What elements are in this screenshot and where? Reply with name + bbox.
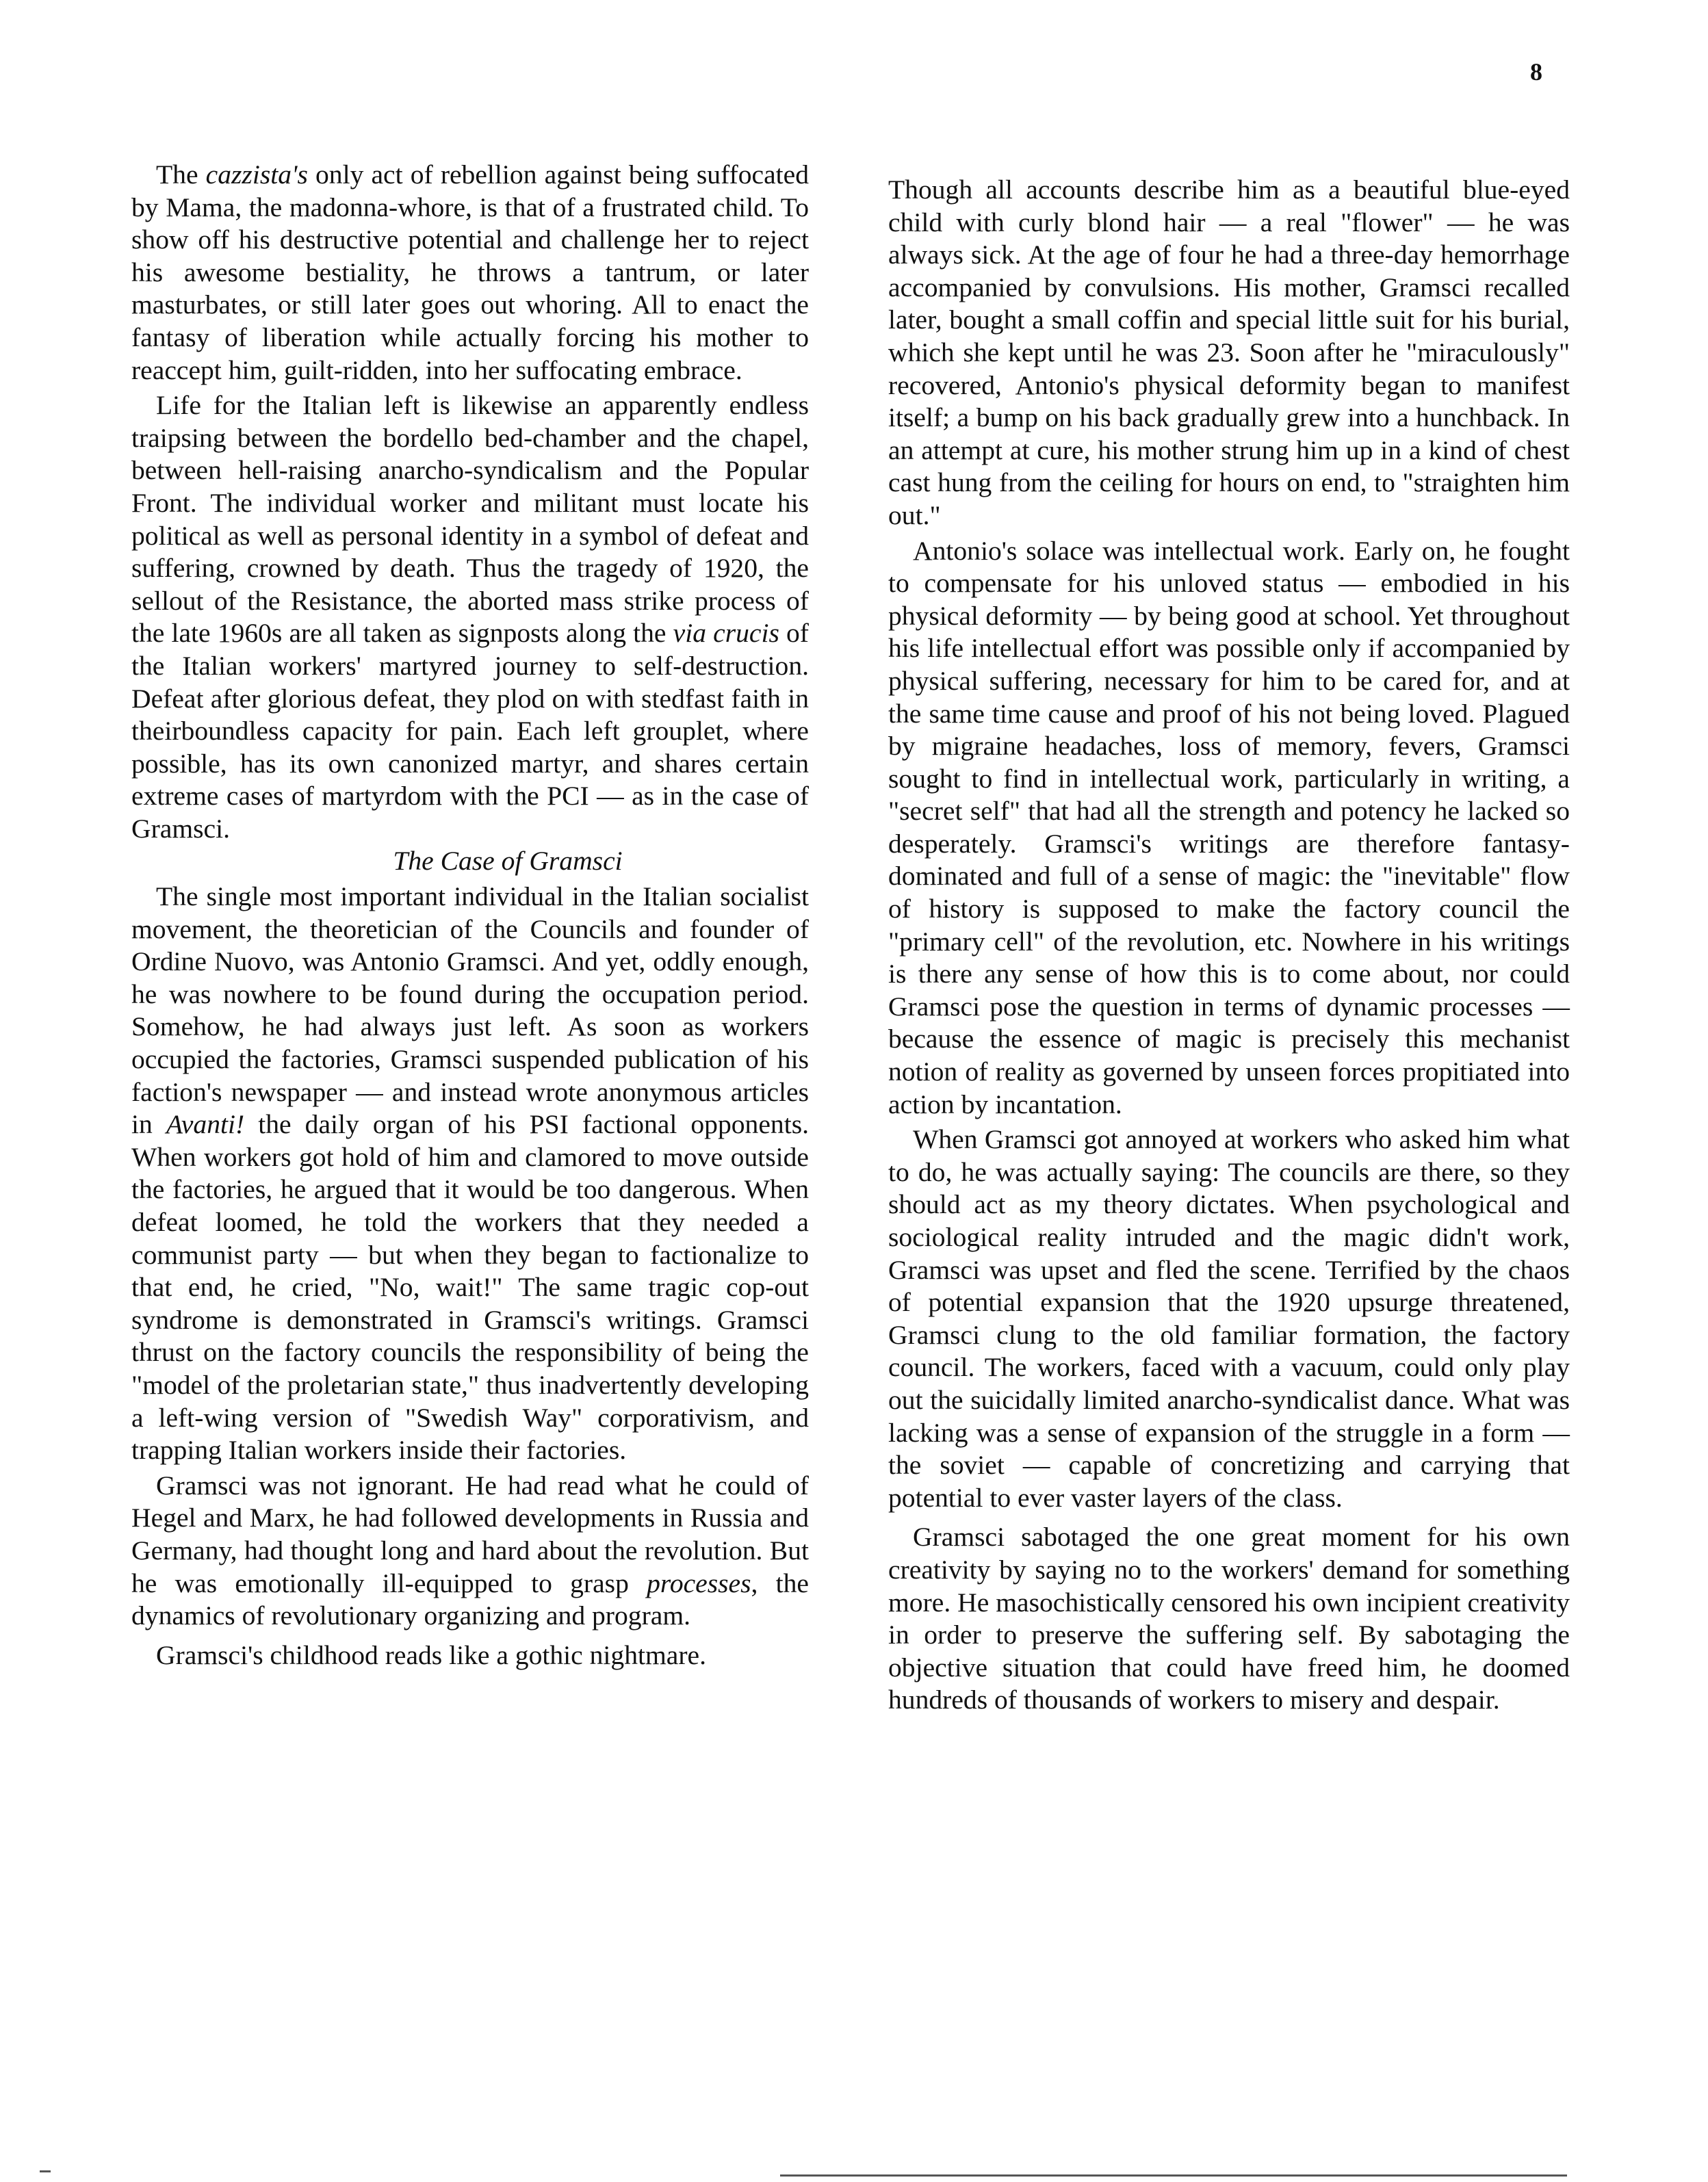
paragraph-annoyed: When Gramsci got annoyed at workers who asked him what to do, he was actually saying: The councils are there, so they should act as my theory dictates. When psychological and sociological reality intruded and the magic didn't work, Gramsci was upset and fled the scene. Terrified by the chaos of potential expansion that the 1920 upsurge threatened, Gramsci clung to the old familiar formation, the factory council. The workers, faced with a vacuum, could only play out the suicidally limited anarcho-syndicalist dance. What was lacking was a sense of expansion of the struggle in a form — the soviet — capable of concretizing and carrying that potential to ever vaster layers of the class. xyxy=(888,1124,1570,1513)
italic-term: Avanti! xyxy=(166,1109,245,1140)
text-run: Life for the Italian left is likewise an apparently endless traipsing between the bordello bed-chamber and the chapel, between hell-raising anarcho-syndicalism and the Popular Front. The individual worker and militant must locate his political as well as personal identity in a symbol of defeat and suffering, crowned by death. Thus the tragedy of 1920, the sellout of the Resistance, the aborted mass strike process of the late 1960s are all taken as signposts along the xyxy=(131,390,809,649)
text-run: Gramsci was not ignorant. He had read what he could of Hegel and Marx, he had followed developments in Russia and Germany, had thought long and hard about the revolution. But he was emotionally ill-equipped to grasp xyxy=(131,1470,809,1598)
text-run: The single most important individual in the Italian socialist movement, the theoretician of the Councils and founder of Ordine Nuovo, was Antonio Gramsci. And yet, oddly enough, he was nowhere to be found during the occupation period. Somehow, he had always just left. As soon as workers occupied the factories, Gramsci suspended publication of his faction's newspaper — and instead wrote anonymous articles in xyxy=(131,881,809,1140)
text-run: of the Italian workers' martyred journey to self-destruction. Defeat after glorious defeat, they plod on with stedfast faith in theirboundless capacity for pain. Each left grouplet, where possible, has its own canonized martyr, and shares certain extreme cases of martyrdom with the PCI — as in the case of Gramsci. xyxy=(131,618,809,844)
paragraph-gramsci-intro xyxy=(131,881,809,1467)
left-column xyxy=(131,159,809,1674)
right-column xyxy=(888,174,1570,1719)
page-number: 8 xyxy=(1530,58,1542,86)
text-run: , the dynamics of revolutionary organizing and program. xyxy=(131,1568,809,1631)
text-run: the daily organ of his PSI factional opponents. When workers got hold of him and clamored to move outside the factories, he argued that it would be too dangerous. When defeat loomed, he told the workers that they needed a communist party — but when they began to factionalize to that end, he cried, "No, wait!" The same tragic cop-out syndrome is demonstrated in Gramsci's writings. Gramsci thrust on the factory councils the responsibility of being the "model of the proletarian state," thus inadvertently developing a left-wing version of "Swedish Way" corporativism, and trapping Italian workers inside their factories. xyxy=(131,1109,809,1466)
paragraph-italian-left xyxy=(131,389,809,845)
paragraph-childhood: Gramsci's childhood reads like a gothic nightmare. xyxy=(156,1639,706,1670)
section-heading: The Case of Gramsci xyxy=(393,846,623,876)
paragraph-not-ignorant xyxy=(131,1470,809,1633)
italic-term: cazzista's xyxy=(205,159,308,190)
bottom-rule xyxy=(780,2174,1567,2177)
paragraph-sabotaged: Gramsci sabotaged the one great moment for his own creativity by saying no to the workers' demand for something more. He masochistically censored his own incipient creativity in order to preserve the suffering self. By sabotaging the objective situation that could have freed him, he doomed hundreds of thousands of workers to misery and despair. xyxy=(888,1522,1570,1715)
paragraph-cazzista xyxy=(131,159,809,387)
text-run: The xyxy=(156,159,206,190)
italic-term: processes xyxy=(647,1568,751,1598)
paragraph-solace: Antonio's solace was intellectual work. Early on, he fought to compensate for his unloved status — embodied in his physical deformity — by being good at school. Yet throughout his life intellectual effort was possible only if accompanied by physical suffering, necessary for him to be cared for, and at the same time cause and proof of his not being loved. Plagued by migraine headaches, loss of memory, fevers, Gramsci sought to find in intellectual work, particularly in writing, a "secret self" that had all the strength and potency he lacked so desperately. Gramsci's writings are therefore fantasy-dominated and full of a sense of magic: the "inevitable" flow of history is supposed to make the factory council the "primary cell" of the revolution, etc. Nowhere in his writings is there any sense of how this is to come about, nor could Gramsci pose the question in terms of dynamic processes — because the essence of magic is precisely this mechanist notion of reality as governed by unseen forces propitiated into action by incantation. xyxy=(888,535,1570,1119)
paragraph-blue-eyed-child: Though all accounts describe him as a beautiful blue-eyed child with curly blond hair — a real "flower" — he was always sick. At the age of four he had a three-day hemorrhage accompanied by convulsions. His mother, Gramsci recalled later, bought a small coffin and special little suit for his burial, which she kept until he was 23. Soon after he "miraculously" recovered, Antonio's physical deformity began to manifest itself; a bump on his back gradually grew into a hunchback. In an attempt at cure, his mother strung him up in a kind of chest cast hung from the ceiling for hours on end, to "straighten him out." xyxy=(888,174,1570,530)
text-run: only act of rebellion against being suffocated by Mama, the madonna-whore, is that of a frustrated child. To show off his destructive potential and challenge her to reject his awesome bestiality, he throws a tantrum, or later masturbates, or still later goes out whoring. All to enact the fantasy of liberation while actually forcing his mother to reaccept him, guilt-ridden, into her suffocating embrace. xyxy=(131,159,809,385)
scan-corner-mark xyxy=(40,2170,51,2172)
italic-term: via crucis xyxy=(673,618,779,649)
